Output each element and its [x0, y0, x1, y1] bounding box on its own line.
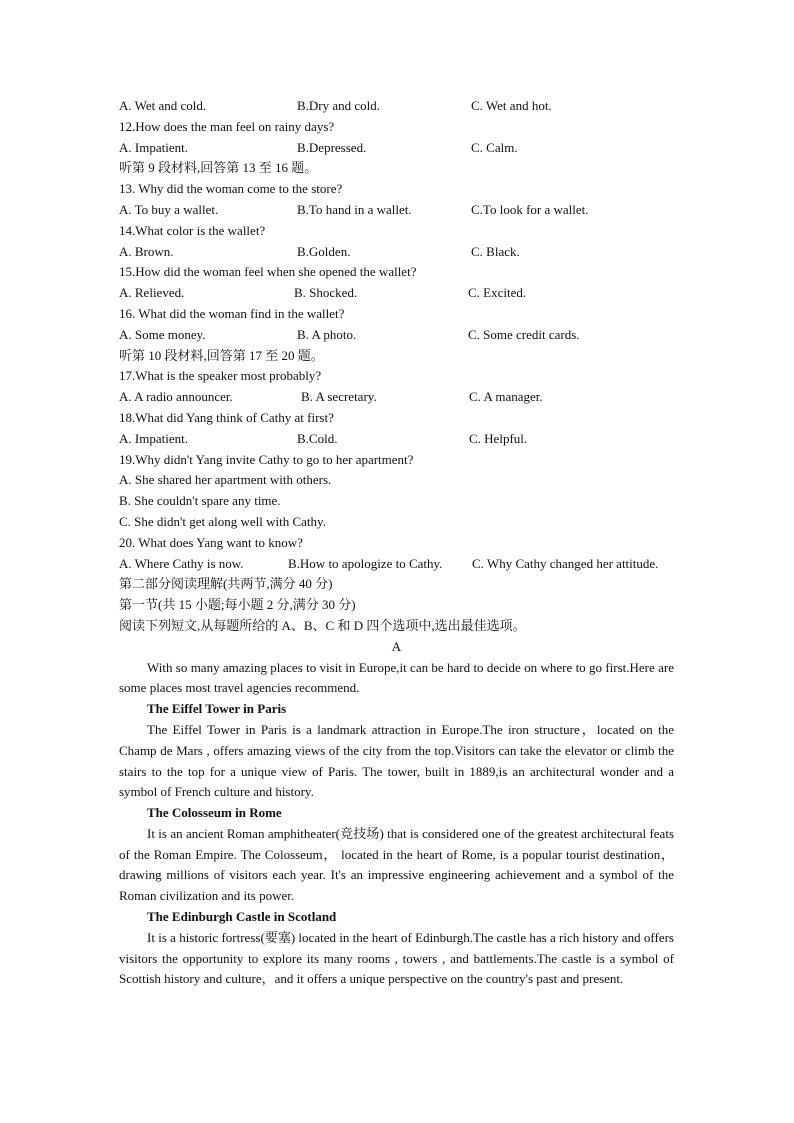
- q11-option-c: C. Wet and hot.: [471, 98, 552, 113]
- q20-option-b: B.How to apologize to Cathy.: [288, 555, 443, 571]
- q12-option-b: B.Depressed.: [297, 139, 367, 155]
- q17-options: [119, 387, 674, 408]
- q14-question: 14.What color is the wallet?: [119, 222, 266, 238]
- q16-option-c: C. Some credit cards.: [468, 326, 580, 342]
- q18-option-c: C. Helpful.: [469, 430, 528, 446]
- q15-options: [119, 283, 674, 304]
- q14-option-b: B.Golden.: [297, 243, 351, 259]
- q13-question: 13. Why did the woman come to the store?: [119, 181, 343, 197]
- passage-intro: With so many amazing places to visit in Europe,it can be hard to decide on where to go first.Here are some places most travel agencies recommend.: [119, 659, 674, 696]
- q15-option-a: A. Relieved.: [119, 285, 185, 301]
- section-10-header: 听第 10 段材料,回答第 17 至 20 题。: [119, 347, 324, 363]
- q13-option-b: B.To hand in a wallet.: [297, 201, 412, 217]
- eiffel-paragraph: The Eiffel Tower in Paris is a landmark attraction in Europe.The iron structure，located on the Champ de Mars , offers amazing views of the city from the top.Visitors can take the elevator or climb the stairs to the top for a unique view of Paris. The tower, built in 1889,is an architectural wonder and a symbol of French culture and history.: [119, 721, 674, 800]
- edinburgh-heading: The Edinburgh Castle in Scotland: [147, 909, 337, 925]
- q16-option-a: A. Some money.: [119, 326, 206, 342]
- q16-option-b: B. A photo.: [297, 326, 357, 342]
- q15-question: 15.How did the woman feel when she opened the wallet?: [119, 264, 417, 280]
- q11-option-a: A. Wet and cold.: [119, 98, 207, 113]
- q20-options: [119, 554, 674, 575]
- q12-option-a: A. Impatient.: [119, 139, 188, 155]
- q20-option-c: C. Why Cathy changed her attitude.: [472, 555, 659, 571]
- q18-option-b: B.Cold.: [297, 430, 338, 446]
- q12-options: [119, 138, 674, 159]
- q19-question: 19.Why didn't Yang invite Cathy to go to her apartment?: [119, 451, 414, 467]
- eiffel-heading: The Eiffel Tower in Paris: [147, 701, 287, 717]
- q15-option-c: C. Excited.: [468, 285, 527, 301]
- q19-option-c: C. She didn't get along well with Cathy.: [119, 513, 326, 529]
- q20-option-a: A. Where Cathy is now.: [119, 555, 244, 571]
- reading-part-title: 第二部分阅读理解(共两节,满分 40 分): [119, 576, 333, 592]
- q19-option-a: A. She shared her apartment with others.: [119, 472, 332, 488]
- q20-question: 20. What does Yang want to know?: [119, 534, 303, 550]
- q13-option-c: C.To look for a wallet.: [471, 201, 589, 217]
- q14-option-c: C. Black.: [471, 243, 520, 259]
- reading-instructions: 阅读下列短文,从每题所给的 A、B、C 和 D 四个选项中,选出最佳选项。: [119, 617, 526, 633]
- q12-option-c: C. Calm.: [471, 139, 518, 155]
- q13-options: [119, 200, 674, 221]
- q18-question: 18.What did Yang think of Cathy at first?: [119, 409, 334, 425]
- colosseum-heading: The Colosseum in Rome: [147, 805, 282, 821]
- q12-question: 12.How does the man feel on rainy days?: [119, 118, 335, 134]
- q16-question: 16. What did the woman find in the wallet?: [119, 305, 345, 321]
- q17-question: 17.What is the speaker most probably?: [119, 368, 322, 384]
- colosseum-paragraph: It is an ancient Roman amphitheater(竞技场) that is considered one of the greatest architectural feats of the Roman Empire. The Colosseum， located in the heart of Rome, is a popular tourist destination， drawing millions of visitors each year. It's an impressive engineering achievement and a symbol of the Roman civilization and its power.: [119, 825, 674, 904]
- q13-option-a: A. To buy a wallet.: [119, 201, 219, 217]
- q11-option-b: B.Dry and cold.: [297, 98, 381, 113]
- q14-options: [119, 242, 674, 263]
- reading-section-title: 第一节(共 15 小题;每小题 2 分,满分 30 分): [119, 597, 356, 613]
- listening-section: [119, 96, 674, 990]
- edinburgh-paragraph: It is a historic fortress(要塞) located in the heart of Edinburgh.The castle has a rich history and offers visitors the opportunity to explore its many rooms , towers , and battlements.The castle is a symbol of Scottish history and culture，and it offers a unique perspective on the country's past and present.: [119, 929, 674, 987]
- q18-option-a: A. Impatient.: [119, 430, 188, 446]
- q18-options: [119, 429, 674, 450]
- q11-options: [119, 96, 674, 117]
- q14-option-a: A. Brown.: [119, 243, 174, 259]
- passage-label: A: [391, 638, 402, 654]
- q15-option-b: B. Shocked.: [294, 285, 358, 301]
- section-9-header: 听第 9 段材料,回答第 13 至 16 题。: [119, 160, 318, 176]
- q17-option-a: A. A radio announcer.: [119, 389, 233, 405]
- q17-option-c: C. A manager.: [469, 389, 543, 405]
- q17-option-b: B. A secretary.: [301, 389, 377, 405]
- q16-options: [119, 325, 674, 346]
- q19-option-b: B. She couldn't spare any time.: [119, 493, 281, 509]
